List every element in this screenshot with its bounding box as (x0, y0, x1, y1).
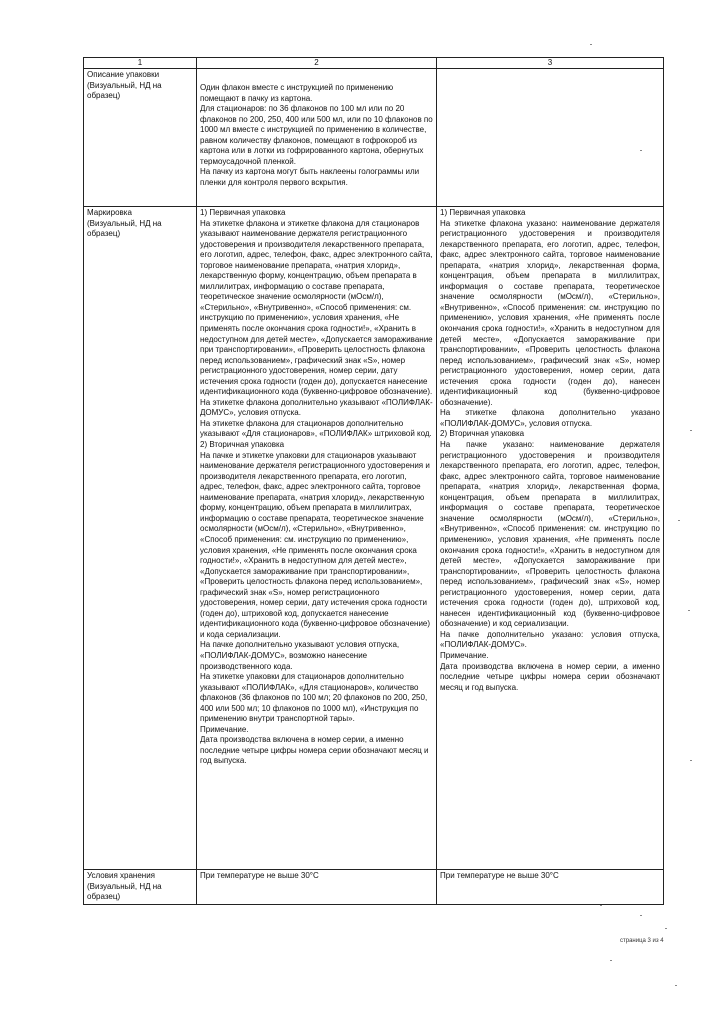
column-header: 1 (84, 58, 197, 69)
table-row-packaging-description (84, 69, 664, 207)
table-row-labeling (84, 207, 664, 870)
current-text-cell (437, 69, 664, 207)
specification-table (83, 57, 664, 905)
project-text-cell: При температуре не выше 30°С (197, 870, 437, 905)
row-label: Маркировка (Визуальный, НД на образец) (84, 207, 197, 870)
table-row-storage-conditions (84, 870, 664, 905)
column-header: 2 (197, 58, 437, 69)
project-text-cell: Один флакон вместе с инструкцией по применению помещают в пачку из картона. Для стационаров: по 36 флаконов по 100 мл или по 20 флаконов по 200, 250, 400 или 500 мл, или по 10 флаконов по 1000 мл вместе с инструкцией по применению в количестве, равном количеству флаконов, помещают в гофрокороб из картона или в лотки из гофрированного картона, обернутых термоусадочной пленкой. На пачку из картона могут быть наклеены голограммы или пленки для контроля первого вскрытия. (197, 69, 437, 207)
column-header: 3 (437, 58, 664, 69)
current-text-cell: 1) Первичная упаковка На этикетке флакона указано: наименование держателя регистрационного удостоверения и производителя лекарственного препарата, его логотип, адрес, телефон, факс, адрес электронного сайта, торговое наименование препарата, «натрия хлорид», лекарственная форма, концентрация, объем препарата в миллилитрах, информация о составе препарата, теоретическое значение осмолярности (мОсм/л), «Стерильно», «Внутривенно», «Способ применения: см. инструкцию по применению», условия хранения, «Не применять после окончания срока годности!», «Хранить в недоступном для детей месте», «Допускается замораживание при транспортировании», «Проверить целостность флакона перед использованием», графический знак «S», номер регистрационного удостоверения, номер серии, дата истечения срока годности (годен до), нанесен идентификационный код (буквенно-цифровое обозначение). На этикетке флакона дополнительно указано «ПОЛИФЛАК-ДОМУС», условия отпуска. 2) Вторичная упаковка На пачке указано: наименование держателя регистрационного удостоверения и производителя лекарственного препарата, его логотип, адрес, телефон, факс, адрес электронного сайта, торговое наименование препарата, «натрия хлорид», лекарственная форма, концентрация, объем препарата в миллилитрах, информация о составе препарата, теоретическое значение осмолярности (мОсм/л), «Стерильно», «Внутривенно», «Способ применения: см. инструкцию по применению», условия хранения, «Не применять после окончания срока годности!», «Хранить в недоступном для детей месте», «Допускается замораживание при транспортировании», «Проверить целостность флакона перед использованием», графический знак «S», номер регистрационного удостоверения, номер серии, дата истечения срока годности (годен до), штриховой код, нанесен идентификационный код (буквенно-цифровое обозначение) и код сериализации. На пачке дополнительно указано: условия отпуска, «ПОЛИФЛАК-ДОМУС». Примечание. Дата производства включена в номер серии, а именно последние четыре цифры номера серии обозначают месяц и год выпуска. (437, 207, 664, 870)
page-number: страница 3 из 4 (620, 938, 664, 944)
project-text-cell: 1) Первичная упаковка На этикетке флакона и этикетке флакона для стационаров указывают наименование держателя регистрационного удостоверения и производителя лекарственного препарата, его логотип, адрес, телефон, факс, адрес электронного сайта, торговое наименование препарата, «натрия хлорид», лекарственную форму, концентрацию, объем препарата в миллилитрах, информацию о составе препарата, теоретическое значение осмолярности (мОсм/л), «Стерильно», «Внутривенно», «Способ применения: см. инструкцию по применению», условия хранения, «Не применять после окончания срока годности!», «Хранить в недоступном для детей месте», «Допускается замораживание при транспортировании», «Проверить целостность флакона перед использованием», графический знак «S», номер регистрационного удостоверения, номер серии, дату истечения срока годности (годен до), допускается нанесение идентификационного кода (буквенно-цифровое обозначение). На этикетке флакона дополнительно указывают «ПОЛИФЛАК-ДОМУС», условия отпуска. На этикетке флакона для стационаров дополнительно указывают «Для стационаров», «ПОЛИФЛАК» штриховой код. 2) Вторичная упаковка На пачке и этикетке упаковки для стационаров указывают наименование держателя регистрационного удостоверения и производителя лекарственного препарата, его логотип, адрес, телефон, факс, адрес электронного сайта, торговое наименование препарата, «натрия хлорид», лекарственную форму, концентрацию, объем препарата в миллилитрах, информацию о составе препарата, теоретическое значение осмолярности (мОсм/л), «Стерильно», «Внутривенно», «Способ применения: см. инструкцию по применению», условия хранения, «Не применять после окончания срока годности!», «Хранить в недоступном для детей месте», «Допускается замораживание при транспортировании», «Проверить целостность флакона перед использованием», графический знак «S», номер регистрационного удостоверения, номер серии, дату истечения срока годности (годен до), штриховой код, допускается нанесение идентификационного кода (буквенно-цифровое обозначение) и кода сериализации. На пачке дополнительно указывают условия отпуска, «ПОЛИФЛАК-ДОМУС», возможно нанесение производственного кода. На этикетке упаковки для стационаров дополнительно указывают «ПОЛИФЛАК», «Для стационаров», количество флаконов (36 флаконов по 100 мл; 20 флаконов по 200, 250, 400 или 500 мл; 10 флаконов по 1000 мл), «Инструкция по применению внутри транспортной тары». Примечание. Дата производства включена в номер серии, а именно последние четыре цифры номера серии обозначают месяц и год выпуска. (197, 207, 437, 870)
table-header-row (84, 58, 664, 69)
current-text-cell: При температуре не выше 30°С (437, 870, 664, 905)
row-label: Описание упаковки (Визуальный, НД на образец) (84, 69, 197, 207)
row-label: Условия хранения (Визуальный, НД на образец) (84, 870, 197, 905)
